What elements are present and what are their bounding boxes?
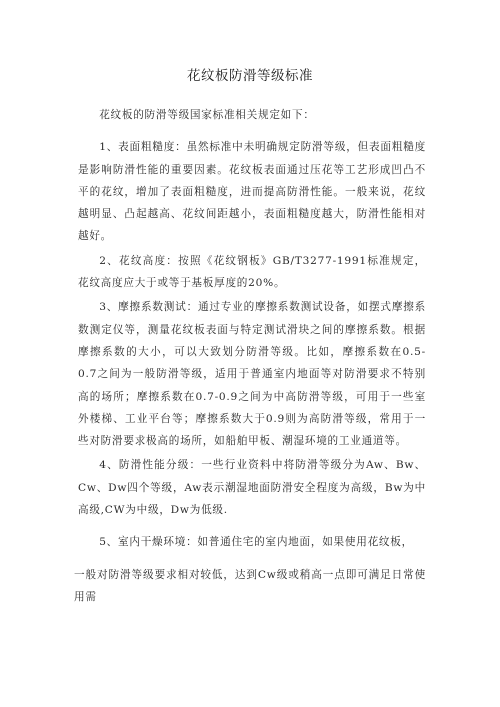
- paragraph-grading: 4、防滑性能分级：一些行业资料中将防滑等级分为Aw、Bw、Cw、Dw四个等级，Aw表示潮湿地面防滑安全程度为高级，Bw为中高级,CW为中级，Dw为低级.: [78, 459, 426, 517]
- paragraph-intro: 花纹板的防滑等级国家标准相关规定如下：: [99, 109, 315, 121]
- paragraph-indoor-dry: 5、室内干燥环境：如普通住宅的室内地面，如果使用花纹板，: [99, 536, 413, 549]
- paragraph-surface-roughness: 1、表面粗糙度：虽然标准中未明确规定防滑等级，但表面粗糙度是影响防滑性能的重要因素。花纹板表面通过压花等工艺形成凹凸不平的花纹，增加了表面粗糙度，进而提高防滑性能。一般来说，花纹越明显、凸起越高、花纹间距越小，表面粗糙度越大，防滑性能相对越好。: [78, 141, 426, 243]
- paragraph-continuation: 一般对防滑等级要求相对较低，达到Cw级或稍高一点即可满足日常使用需: [74, 568, 426, 603]
- paragraph-pattern-height: 2、花纹高度：按照《花纹钢板》GB/T3277-1991标准规定，花纹高度应大于或等于基板厚度的20%。: [78, 254, 426, 290]
- paragraph-friction-test: 3、摩擦系数测试：通过专业的摩擦系数测试设备，如摆式摩擦系数测定仪等，测量花纹板表面与特定测试滑块之间的摩擦系数。根据摩擦系数的大小，可以大致划分防滑等级。比如，摩擦系数在0.5-0.7之间为一般防滑等级，适用于普通室内地面等对防滑要求不特别高的场所；摩擦系数在0.7-0.9之间为中高防滑等级，可用于一些室外楼梯、工业平台等；摩擦系数大于0.9则为高防滑等级，常用于一些对防滑要求极高的场所，如船舶甲板、潮湿环境的工业通道等。: [78, 301, 426, 448]
- document-title: 花纹板防滑等级标准: [187, 68, 313, 84]
- document-body: [74, 104, 426, 618]
